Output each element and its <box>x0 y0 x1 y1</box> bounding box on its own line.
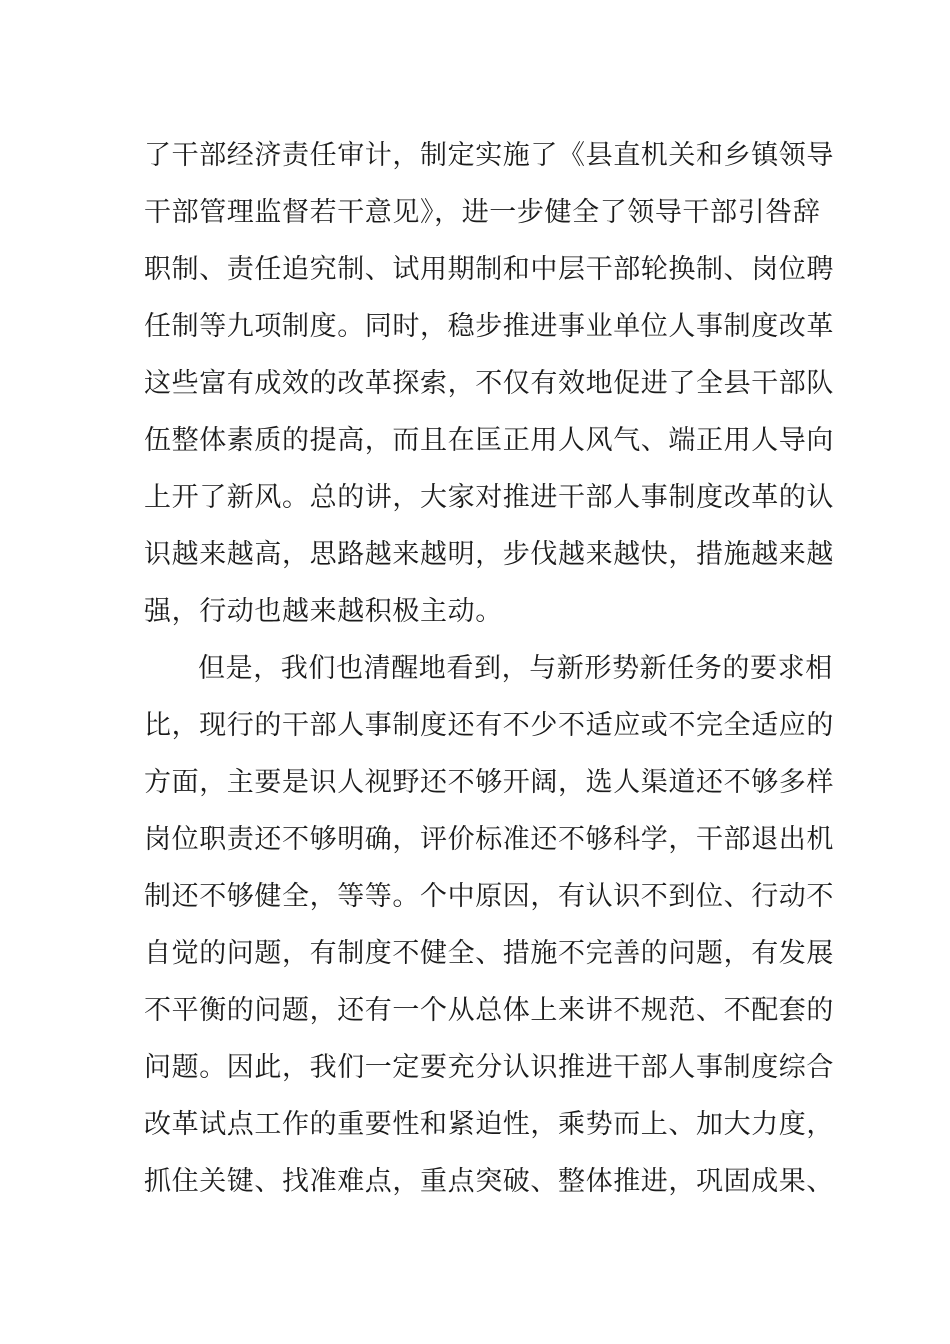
text-line-15: 自觉的问题，有制度不健全、措施不完善的问题，有发展 <box>144 938 834 969</box>
text-line-4: 任制等九项制度。同时，稳步推进事业单位人事制度改革 <box>144 311 834 342</box>
text-line-11: 比，现行的干部人事制度还有不少不适应或不完全适应的 <box>144 710 834 741</box>
text-line-18: 改革试点工作的重要性和紧迫性，乘势而上、加大力度， <box>144 1109 834 1140</box>
text-line-10: 但是，我们也清醒地看到，与新形势新任务的要求相 <box>198 653 833 684</box>
text-line-1: 了干部经济责任审计，制定实施了《县直机关和乡镇领导 <box>144 140 834 171</box>
text-line-12: 方面，主要是识人视野还不够开阔，选人渠道还不够多样 <box>144 767 834 798</box>
text-line-6: 伍整体素质的提高，而且在匡正用人风气、端正用人导向 <box>144 425 834 456</box>
text-line-17: 问题。因此，我们一定要充分认识推进干部人事制度综合 <box>144 1052 834 1083</box>
text-line-5: 这些富有成效的改革探索，不仅有效地促进了全县干部队 <box>144 368 834 399</box>
text-line-2: 干部管理监督若干意见》，进一步健全了领导干部引咎辞 <box>144 197 821 228</box>
text-line-3: 职制、责任追究制、试用期制和中层干部轮换制、岗位聘 <box>144 254 834 285</box>
text-line-9: 强，行动也越来越积极主动。 <box>144 596 503 627</box>
text-line-19: 抓住关键、找准难点，重点突破、整体推进，巩固成果、 <box>144 1166 834 1197</box>
text-line-8: 识越来越高，思路越来越明，步伐越来越快，措施越来越 <box>144 539 834 570</box>
text-line-7: 上开了新风。总的讲，大家对推进干部人事制度改革的认 <box>144 482 834 513</box>
text-line-13: 岗位职责还不够明确，评价标准还不够科学，干部退出机 <box>144 824 834 855</box>
text-line-14: 制还不够健全，等等。个中原因，有认识不到位、行动不 <box>144 881 834 912</box>
text-line-16: 不平衡的问题，还有一个从总体上来讲不规范、不配套的 <box>144 995 834 1026</box>
